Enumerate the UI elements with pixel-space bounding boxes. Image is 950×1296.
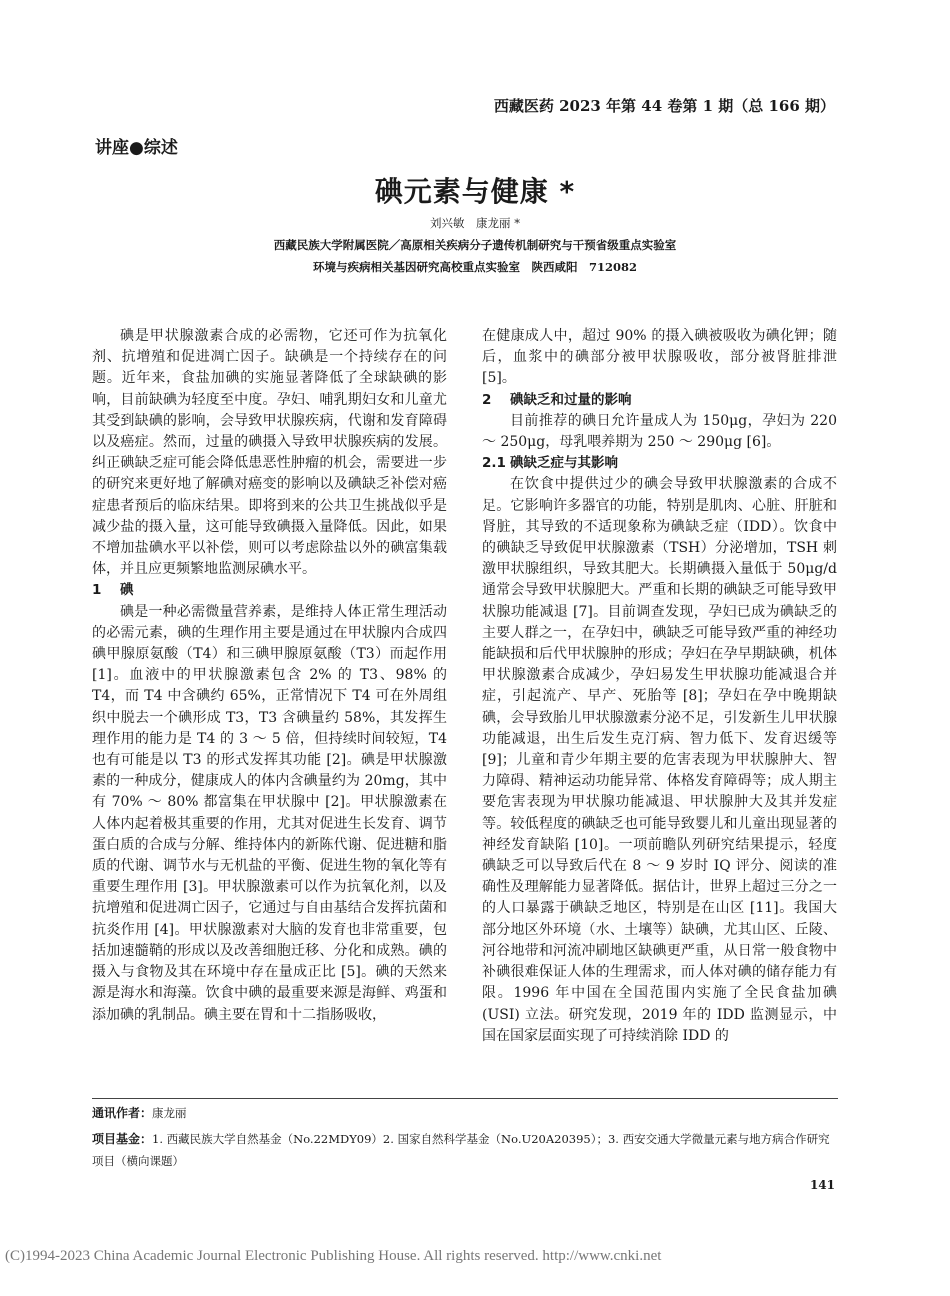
journal-header: 西藏医药 2023 年第 44 卷第 1 期（总 166 期） — [493, 97, 835, 115]
section-number: 2 — [482, 391, 492, 408]
subsection-title: 碘缺乏症与其影响 — [510, 455, 618, 472]
article-title: 碘元素与健康 * — [374, 175, 576, 208]
subsection-number: 2.1 — [482, 455, 506, 472]
affiliation-line-1: 西藏民族大学附属医院／高原相关疾病分子遗传机制研究与干预省级重点实验室 — [273, 238, 677, 252]
section-title: 碘 — [120, 582, 134, 599]
section-tag: 讲座●综述 — [95, 138, 178, 158]
continued-paragraph: 在健康成人中，超过 90% 的摄入碘被吸收为碘化钾；随后，血浆中的碘部分被甲状腺吸收，部分被肾脏排泄 [5]。 — [482, 328, 837, 387]
corresponding-value: 康龙丽 — [152, 1106, 187, 1120]
funding-label: 项目基金： — [92, 1132, 153, 1146]
subsection-heading-2-1 — [482, 453, 837, 474]
abstract-paragraph: 碘是甲状腺激素合成的必需物，它还可作为抗氧化剂、抗增殖和促进凋亡因子。缺碘是一个持续存在的问题。近年来，食盐加碘的实施显著降低了全球缺碘的影响，目前缺碘为轻度至中度。孕妇、哺乳期妇女和儿童尤其受到缺碘的影响，会导致甲状腺疾病，代谢和发育障碍以及癌症。然而，过量的碘摄入导致甲状腺疾病的发展。纠正碘缺乏症可能会降低患恶性肿瘤的机会，需要进一步的研究来更好地了解碘对癌变的影响以及碘缺乏补偿对癌症患者预后的临床结果。即将到来的公共卫生挑战似乎是减少盐的摄入量，这可能导致碘摄入量降低。因此，如果不增加盐碘水平以补偿，则可以考虑除盐以外的碘富集载体，并且应更频繁地监测尿碘水平。 — [92, 328, 447, 578]
section-heading-1 — [92, 580, 447, 601]
left-column — [92, 326, 447, 1026]
page-number: 141 — [809, 1178, 835, 1192]
affiliation-line-2: 环境与疾病相关基因研究高校重点实验室 陕西咸阳 712082 — [312, 260, 637, 274]
section-title: 碘缺乏和过量的影响 — [510, 391, 632, 408]
section-2-paragraph: 目前推荐的碘日允许量成人为 150μg，孕妇为 220 ～ 250μg，母乳喂养期为 250 ～ 290μg [6]。 — [482, 412, 837, 451]
section-number: 1 — [92, 582, 102, 599]
funding-value: 1. 西藏民族大学自然基金（No.22MDY09）2. 国家自然科学基金（No.U20A20395）；3. 西安交通大学微量元素与地方病合作研究项目（横向课题） — [92, 1132, 830, 1168]
corresponding-author-note — [92, 1102, 838, 1124]
footnote-divider — [92, 1098, 838, 1099]
corresponding-label: 通讯作者： — [92, 1106, 153, 1120]
right-column — [482, 326, 837, 1047]
section-1-paragraph: 碘是一种必需微量营养素，是维持人体正常生理活动的必需元素，碘的生理作用主要是通过在甲状腺内合成四碘甲腺原氨酸（T4）和三碘甲腺原氨酸（T3）而起作用 [1]。血液中的甲状腺激素包含 2% 的 T3、98% 的 T4，而 T4 中含碘约 65%，正常情况下 T4 可在外周组织中脱去一个碘形成 T3，T3 含碘量约 58%，其发挥生理作用的能力是 T4 的 3 ～ 5 倍，但持续时间较短，T4 也有可能是以 T3 的形式发挥其功能 [2]。碘是甲状腺激素的一种成分，健康成人的体内含碘量约为 20mg，其中有 70% ～ 80% 都富集在甲状腺中 [2]。甲状腺激素在人体内起着极其重要的作用，尤其对促进生长发育、调节蛋白质的合成与分解、维持体内的新陈代谢、促进糖和脂质的代谢、调节水与无机盐的平衡、促进生物的氧化等有重要生理作用 [3]。甲状腺激素可以作为抗氧化剂，以及抗增殖和促进凋亡因子，它通过与自由基结合发挥抗菌和抗炎作用 [4]。甲状腺激素对大脑的发育也非常重要，包括加速髓鞘的形成以及改善细胞迁移、分化和成熟。碘的摄入与食物及其在环境中存在量成正比 [5]。碘的天然来源是海水和海藻。饮食中碘的最重要来源是海鲜、鸡蛋和添加碘的乳制品。碘主要在胃和十二指肠吸收， — [92, 603, 447, 1023]
copyright-notice: (C)1994-2023 China Academic Journal Electronic Publishing House. All rights reserved. http://www.cnki.net — [5, 1248, 662, 1264]
authors: 刘兴敏 康龙丽 * — [430, 216, 520, 230]
subsection-2-1-paragraph: 在饮食中提供过少的碘会导致甲状腺激素的合成不足。它影响许多器官的功能，特别是肌肉、心脏、肝脏和肾脏，其导致的不适现象称为碘缺乏症（IDD）。饮食中的碘缺乏导致促甲状腺激素（TSH）分泌增加，TSH 刺激甲状腺组织，导致其肥大。长期碘摄入量低于 50μg/d 通常会导致甲状腺肥大。严重和长期的碘缺乏可能导致甲状腺功能减退 [7]。目前调查发现，孕妇已成为碘缺乏的主要人群之一，在孕妇中，碘缺乏可能导致严重的神经功能缺损和后代甲状腺肿的形成；孕妇在孕早期缺碘，机体甲状腺激素合成减少，孕妇易发生甲状腺功能减退合并症，引起流产、早产、死胎等 [8]；孕妇在孕中晚期缺碘，会导致胎儿甲状腺激素分泌不足，引发新生儿甲状腺功能减退，出生后发生克汀病、智力低下、发育迟缓等 [9]；儿童和青少年期主要的危害表现为甲状腺肿大、智力障碍、精神运动功能异常、体格发育障碍等；成人期主要危害表现为甲状腺功能减退、甲状腺肿大及其并发症等。较低程度的碘缺乏也可能导致婴儿和儿童出现显著的神经发育缺陷 [10]。一项前瞻队列研究结果提示，轻度碘缺乏可以导致后代在 8 ～ 9 岁时 IQ 评分、阅读的准确性及理解能力显著降低。据估计，世界上超过三分之一的人口暴露于碘缺乏地区，特别是在山区 [11]。我国大部分地区外环境（水、土壤等）缺碘，尤其山区、丘陵、河谷地带和河流冲刷地区缺碘更严重，从日常一般食物中补碘很难保证人体的生理需求，而人体对碘的储存能力有限。1996 年中国在全国范围内实施了全民食盐加碘 (USI) 立法。研究发现，2019 年的 IDD 监测显示，中国在国家层面实现了可持续消除 IDD 的 — [482, 476, 837, 1044]
section-heading-2 — [482, 390, 837, 411]
funding-note — [92, 1128, 838, 1172]
